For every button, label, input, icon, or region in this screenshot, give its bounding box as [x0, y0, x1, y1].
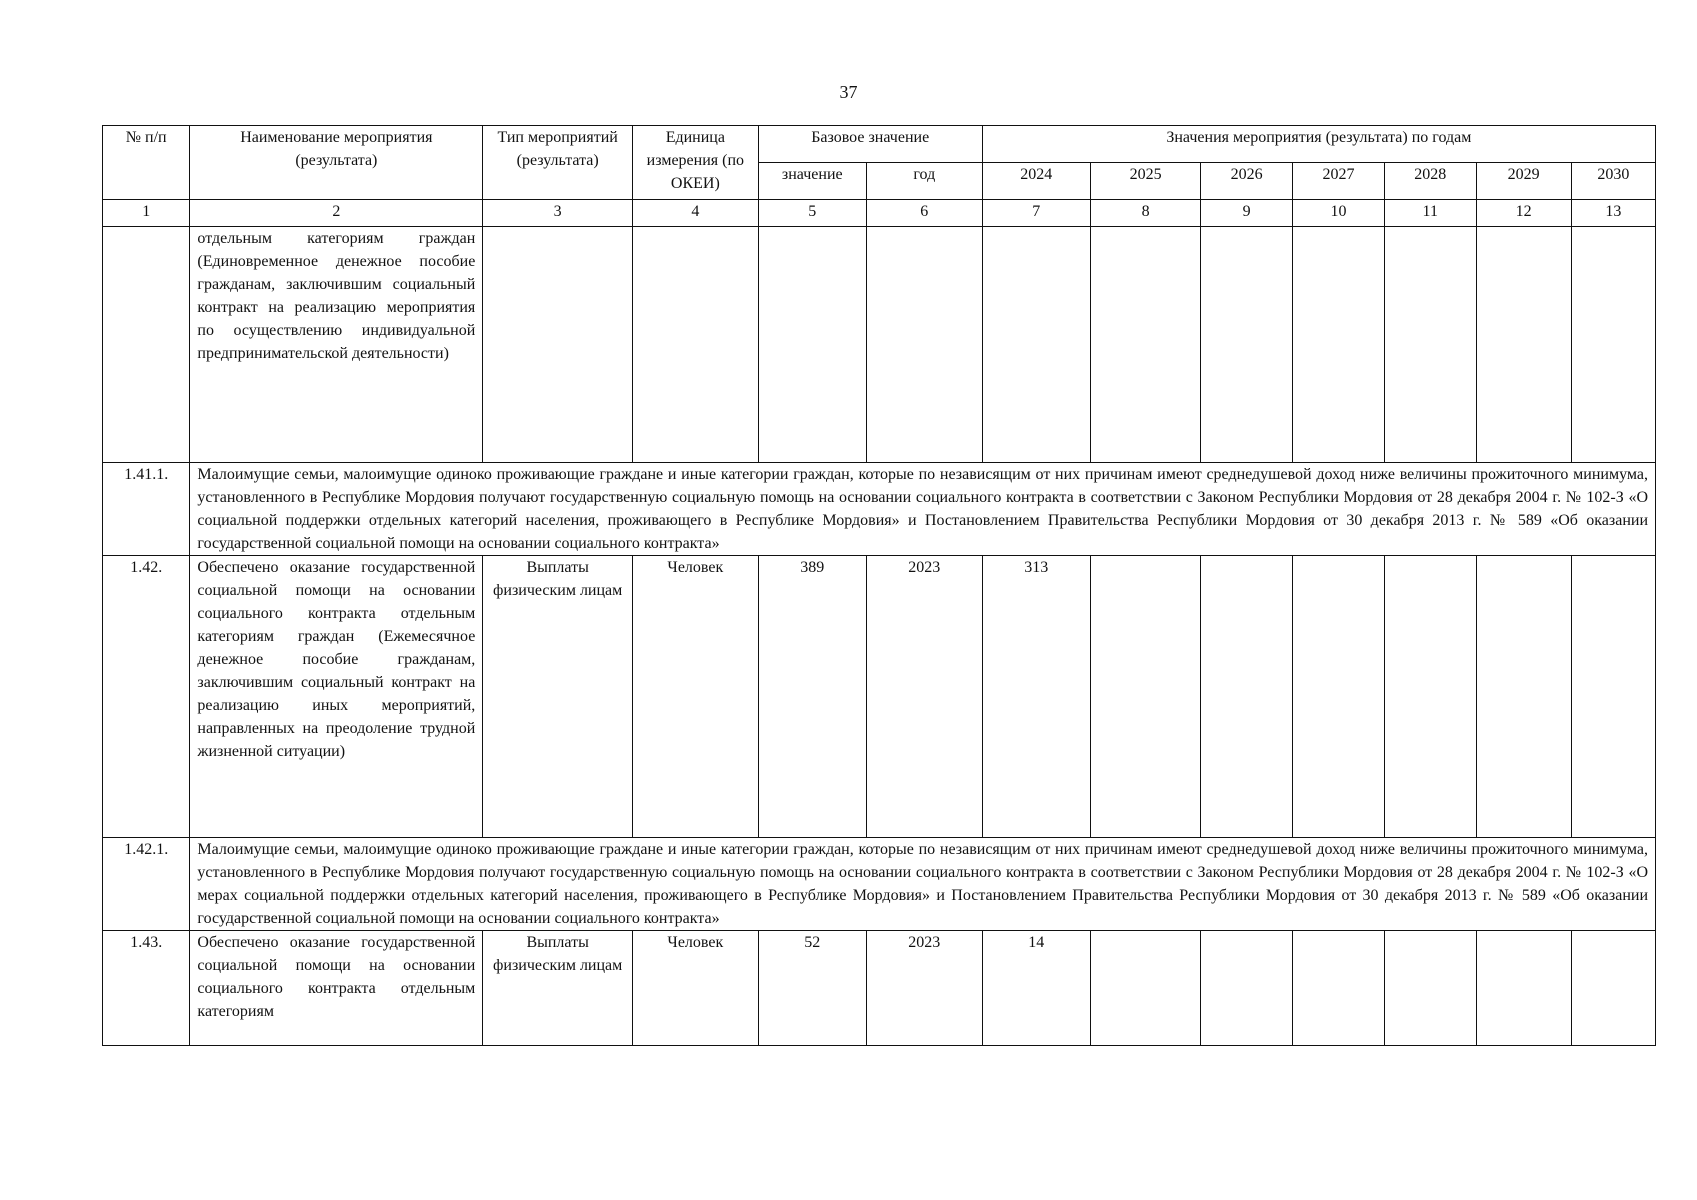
row-base-value-cell	[758, 227, 866, 463]
row-base-year-cell	[866, 227, 982, 463]
row-year-cell	[1293, 931, 1385, 1046]
row-unit-cell: Человек	[633, 931, 759, 1046]
header-year-2028: 2028	[1384, 163, 1476, 200]
table-row-continuation	[103, 227, 1656, 463]
row-number-cell: 1.43.	[103, 931, 190, 1046]
row-year-cell	[982, 227, 1090, 463]
header-year-2024: 2024	[982, 163, 1090, 200]
row-base-value-cell: 389	[758, 556, 866, 838]
row-number-cell	[103, 227, 190, 463]
header-name: Наименование мероприятия (результата)	[190, 126, 483, 200]
header-base-year: год	[866, 163, 982, 200]
column-number: 5	[758, 200, 866, 227]
column-number: 6	[866, 200, 982, 227]
row-year-cell	[1090, 227, 1200, 463]
row-year-cell	[1384, 227, 1476, 463]
column-number: 11	[1384, 200, 1476, 227]
header-year-2026: 2026	[1201, 163, 1293, 200]
table-row-1-41-1	[103, 463, 1656, 556]
row-year-cell	[1293, 227, 1385, 463]
row-year-cell	[1476, 227, 1571, 463]
row-type-cell	[483, 227, 633, 463]
row-year-cell	[1384, 556, 1476, 838]
header-year-2029: 2029	[1476, 163, 1571, 200]
header-years: Значения мероприятия (результата) по годам	[982, 126, 1655, 163]
row-year-2024-cell: 14	[982, 931, 1090, 1046]
header-base-value: значение	[758, 163, 866, 200]
row-type-cell: Выплаты физическим лицам	[483, 931, 633, 1046]
row-note-cell: Малоимущие семьи, малоимущие одиноко проживающие граждане и иные категории граждан, которые по независящим от них причинам имеют среднедушевой доход ниже величины прожиточного минимума, установленного в Республике Мордовия получают государственную социальную помощь на основании социального контракта в соответствии с Законом Республики Мордовия от 28 декабря 2004 г. № 102-З «О мерах социальной поддержки отдельных категорий населения, проживающего в Республике Мордовия» и Постановлением Правительства Республики Мордовия от 30 декабря 2013 г. № 589 «Об оказании государственной социальной помощи на основании социального контракта»	[190, 838, 1656, 931]
row-year-cell	[1201, 227, 1293, 463]
header-year-2025: 2025	[1090, 163, 1200, 200]
row-type-cell: Выплаты физическим лицам	[483, 556, 633, 838]
row-year-cell	[1090, 556, 1200, 838]
row-name-cell: Обеспечено оказание государственной социальной помощи на основании социального контракта отдельным категориям	[190, 931, 483, 1046]
row-year-2024-cell: 313	[982, 556, 1090, 838]
row-base-year-cell: 2023	[866, 931, 982, 1046]
column-numbers-row	[103, 200, 1656, 227]
column-number: 2	[190, 200, 483, 227]
column-number: 12	[1476, 200, 1571, 227]
row-year-cell	[1571, 227, 1655, 463]
page-number: 37	[839, 82, 858, 102]
header-number: № п/п	[103, 126, 190, 200]
row-year-cell	[1384, 931, 1476, 1046]
table-row-1-43	[103, 931, 1656, 1046]
indicators-table	[102, 125, 1656, 1046]
column-number: 3	[483, 200, 633, 227]
row-unit-cell: Человек	[633, 556, 759, 838]
row-number-cell: 1.42.1.	[103, 838, 190, 931]
header-type: Тип мероприятий (результата)	[483, 126, 633, 200]
row-base-value-cell: 52	[758, 931, 866, 1046]
row-year-cell	[1293, 556, 1385, 838]
header-base: Базовое значение	[758, 126, 982, 163]
row-name-cell: Обеспечено оказание государственной социальной помощи на основании социального контракта отдельным категориям граждан (Ежемесячное денежное пособие гражданам, заключившим социальный контракт на реализацию иных мероприятий, направленных на преодоление трудной жизненной ситуации)	[190, 556, 483, 838]
table-row-1-42-1	[103, 838, 1656, 931]
column-number: 9	[1201, 200, 1293, 227]
column-number: 13	[1571, 200, 1655, 227]
row-name-cell: отдельным категориям граждан (Единовременное денежное пособие гражданам, заключившим социальный контракт на реализацию мероприятия по осуществлению индивидуальной предпринимательской деятельности)	[190, 227, 483, 463]
row-year-cell	[1476, 556, 1571, 838]
header-unit: Единица измерения (по ОКЕИ)	[633, 126, 759, 200]
row-base-year-cell: 2023	[866, 556, 982, 838]
column-number: 10	[1293, 200, 1385, 227]
row-year-cell	[1571, 556, 1655, 838]
column-number: 7	[982, 200, 1090, 227]
row-note-cell: Малоимущие семьи, малоимущие одиноко проживающие граждане и иные категории граждан, которые по независящим от них причинам имеют среднедушевой доход ниже величины прожиточного минимума, установленного в Республике Мордовия получают государственную социальную помощь на основании социального контракта в соответствии с Законом Республики Мордовия от 28 декабря 2004 г. № 102-З «О социальной поддержки отдельных категорий населения, проживающего в Республике Мордовия» и Постановлением Правительства Республики Мордовия от 30 декабря 2013 г. № 589 «Об оказании государственной социальной помощи на основании социального контракта»	[190, 463, 1656, 556]
row-number-cell: 1.41.1.	[103, 463, 190, 556]
column-number: 4	[633, 200, 759, 227]
row-year-cell	[1090, 931, 1200, 1046]
row-year-cell	[1201, 556, 1293, 838]
table-row-1-42	[103, 556, 1656, 838]
column-number: 8	[1090, 200, 1200, 227]
row-year-cell	[1571, 931, 1655, 1046]
header-year-2030: 2030	[1571, 163, 1655, 200]
row-unit-cell	[633, 227, 759, 463]
row-year-cell	[1476, 931, 1571, 1046]
header-year-2027: 2027	[1293, 163, 1385, 200]
row-year-cell	[1201, 931, 1293, 1046]
column-number: 1	[103, 200, 190, 227]
header-row	[103, 126, 1656, 163]
row-number-cell: 1.42.	[103, 556, 190, 838]
